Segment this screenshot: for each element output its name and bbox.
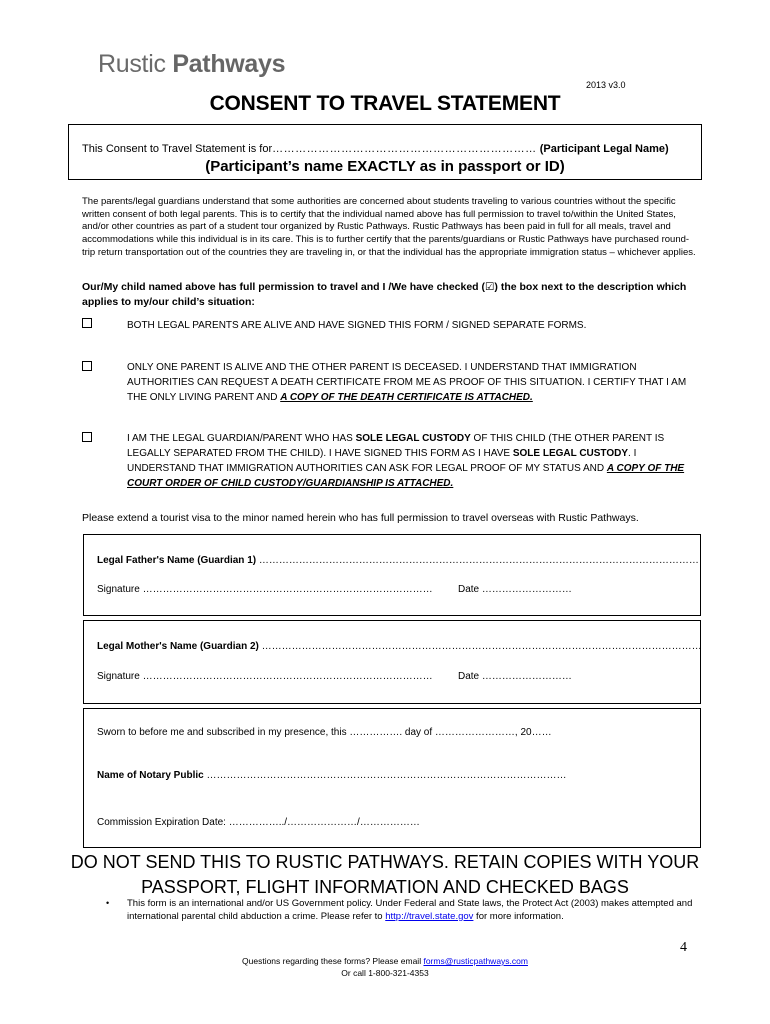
warning-line-2: PASSPORT, FLIGHT INFORMATION AND CHECKED BAGS <box>141 877 629 897</box>
footer-email-text: Questions regarding these forms? Please email <box>242 956 424 966</box>
court-order-note: A COPY OF THE COURT ORDER OF CHILD CUSTODY/GUARDIANSHIP IS ATTACHED. <box>127 463 685 489</box>
guardian-1-name-label: Legal Father's Name (Guardian 1) <box>97 555 257 566</box>
rustic-pathways-logo <box>98 50 285 79</box>
footer-contact <box>0 955 770 979</box>
logo-bold-text: Pathways <box>172 50 286 78</box>
guardian-1-name-field[interactable]: …………………………………………………………………………………………………………………… <box>256 555 699 566</box>
retain-copies-warning <box>0 850 770 900</box>
logo-light-text: Rustic <box>98 50 173 78</box>
protect-act-note <box>127 898 702 923</box>
protect-act-text: This form is an international and/or US Government policy. Under Federal and State laws, the Protect Act (2003) makes attempted and international parental child abduction a crime. Please refer to <box>127 898 693 922</box>
option-one-parent-body: ONLY ONE PARENT IS ALIVE AND THE OTHER PARENT IS DECEASED. I UNDERSTAND THAT IMMIGRATION AUTHORITIES CAN REQUEST A DEATH CERTIFICATE FROM ME AS PROOF OF THIS SITUATION. I CERTIFY THAT I AM THE ONLY LIVING PARENT AND <box>127 362 687 403</box>
guardian-1-signature-field[interactable]: Signature …………………………………………………………………………… <box>97 584 433 595</box>
commission-expiration-field[interactable]: Commission Expiration Date: ……………../…………………/……………… <box>97 817 420 828</box>
sole-custody-bold-2: SOLE LEGAL CUSTODY <box>512 448 629 459</box>
guardian-2-box <box>83 620 701 704</box>
guardian-1-box <box>83 534 701 616</box>
checkbox-instruction: Our/My child named above has full permission to travel and I /We have checked (☑) the box next to the description which applies to my/our child’s situation: <box>82 281 687 308</box>
participant-legal-name-label: (Participant Legal Name) <box>536 143 669 155</box>
email-link[interactable]: forms@rusticpathways.com <box>423 956 528 966</box>
option-sole-custody-checkbox[interactable] <box>82 432 92 442</box>
guardian-2-signature-field[interactable]: Signature …………………………………………………………………………… <box>97 671 433 682</box>
guardian-1-date-field[interactable]: Date ……………………… <box>458 584 572 595</box>
notary-sworn-line[interactable]: Sworn to before me and subscribed in my presence, this ……………. day of ……………………, 20…… <box>97 727 552 738</box>
sole-custody-part-a: I AM THE LEGAL GUARDIAN/PARENT WHO HAS <box>127 433 356 444</box>
participant-name-line <box>82 143 669 155</box>
notary-name-label: Name of Notary Public <box>97 770 204 781</box>
death-certificate-note: A COPY OF THE DEATH CERTIFICATE IS ATTACHED. <box>280 392 533 403</box>
guardian-2-date-field[interactable]: Date ……………………… <box>458 671 572 682</box>
bullet-icon: • <box>106 898 110 908</box>
sole-custody-part-c: OF THIS CHILD (THE OTHER PARENT IS LEGALLY SEPARATED FROM THE CHILD). I HAVE SIGNED THIS FORM AS I HAVE <box>127 433 665 459</box>
participant-name-field[interactable]: …………………………………………………………… <box>272 143 537 155</box>
page-number: 4 <box>680 940 687 955</box>
sole-custody-bold-1: SOLE LEGAL CUSTODY <box>355 433 471 444</box>
sole-custody-part-e: . I UNDERSTAND THAT IMMIGRATION AUTHORITIES CAN ASK FOR LEGAL PROOF OF MY STATUS AND <box>127 448 637 474</box>
page-title: CONSENT TO TRAVEL STATEMENT <box>209 92 561 115</box>
form-version: 2013 v3.0 <box>586 80 626 90</box>
guardian-2-name-label: Legal Mother's Name (Guardian 2) <box>97 641 259 652</box>
consent-paragraph: The parents/legal guardians understand that some authorities are concerned about students traveling to various countries without the specific written consent of both legal parents. This is to certify that the individual named above has full permission to travel to/within the United States, and/or other countries as part of a student tour organized by Rustic Pathways. Rustic Pathways has been paid in full for all meals, travel and accommodations while this individual is in its care. This is to further certify that the parents/guardians or Rustic Pathways have purchased round-trip return transportation out of the countries they are traveling in, or that the individual has the appropriate immigration status – whichever applies. <box>82 196 696 258</box>
option-both-parents-checkbox[interactable] <box>82 318 92 328</box>
notary-name-line <box>97 770 566 781</box>
protect-act-text-end: for more information. <box>473 910 564 922</box>
option-one-parent-checkbox[interactable] <box>82 361 92 371</box>
option-one-parent-text <box>127 360 702 405</box>
footer-email-line <box>0 955 770 967</box>
intro-text: This Consent to Travel Statement is for <box>82 143 273 155</box>
tourist-visa-request: Please extend a tourist visa to the minor named herein who has full permission to travel overseas with Rustic Pathways. <box>82 512 639 524</box>
participant-name-note: (Participant’s name EXACTLY as in passport or ID) <box>205 158 565 175</box>
guardian-2-name-field[interactable]: …………………………………………………………………………………………………………………… <box>258 641 702 652</box>
travel-state-gov-link[interactable]: http://travel.state.gov <box>385 910 474 922</box>
guardian-2-name-line <box>97 641 702 652</box>
guardian-1-name-line <box>97 555 699 566</box>
notary-name-field[interactable]: ……………………………………………………………………………………………… <box>203 770 567 781</box>
option-sole-custody-text <box>127 431 702 491</box>
warning-line-1: DO NOT SEND THIS TO RUSTIC PATHWAYS. RETAIN COPIES WITH YOUR <box>70 852 700 872</box>
footer-phone: Or call 1-800-321-4353 <box>341 968 429 978</box>
option-both-parents-text: BOTH LEGAL PARENTS ARE ALIVE AND HAVE SIGNED THIS FORM / SIGNED SEPARATE FORMS. <box>127 320 587 331</box>
